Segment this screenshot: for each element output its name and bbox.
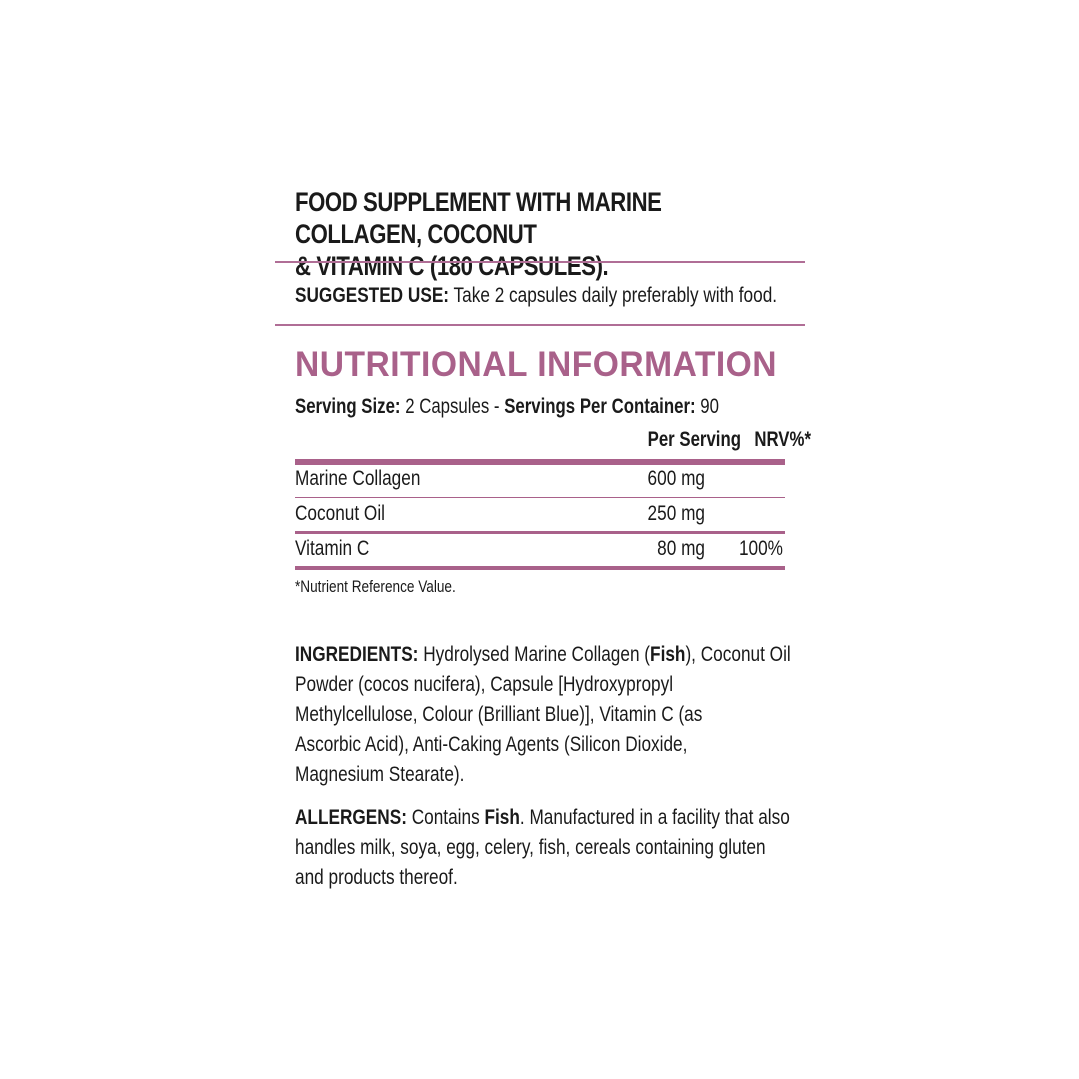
ingredients-line: Powder (cocos nucifera), Capsule [Hydroxypropyl bbox=[295, 673, 674, 696]
ingredients-block bbox=[295, 640, 791, 790]
ingredients-line bbox=[295, 640, 791, 670]
suggested-use bbox=[295, 282, 787, 310]
divider-middle bbox=[275, 324, 805, 326]
table-header-bar bbox=[295, 459, 785, 465]
nrv-footnote: *Nutrient Reference Value. bbox=[295, 577, 456, 596]
ingredients-label: INGREDIENTS: bbox=[295, 643, 419, 666]
serving-info bbox=[295, 394, 775, 420]
table-row-divider bbox=[295, 531, 785, 534]
nutrient-nrv: 100% bbox=[738, 537, 783, 560]
allergens-text: Contains bbox=[411, 806, 480, 829]
product-title-line-2: & VITAMIN C (180 CAPSULES). bbox=[295, 251, 609, 281]
ingredients-line: Ascorbic Acid), Anti-Caking Agents (Silicon Dioxide, bbox=[295, 733, 688, 756]
divider-top bbox=[275, 261, 805, 263]
serving-size-value: 2 Capsules bbox=[405, 395, 490, 418]
ingredients-line: Magnesium Stearate). bbox=[295, 763, 465, 786]
product-title bbox=[295, 186, 754, 282]
servings-per-container-label: Servings Per Container: bbox=[504, 395, 696, 418]
ingredients-text: ), Coconut Oil bbox=[685, 643, 791, 666]
serving-size-label: Serving Size: bbox=[295, 395, 401, 418]
servings-per-container-value: 90 bbox=[700, 395, 719, 418]
nutrient-name: Coconut Oil bbox=[295, 502, 385, 525]
nutrient-name: Vitamin C bbox=[295, 537, 370, 560]
ingredients-line: Methylcellulose, Colour (Brilliant Blue)], Vitamin C (as bbox=[295, 703, 703, 726]
suggested-use-text: Take 2 capsules daily preferably with food. bbox=[453, 284, 778, 307]
column-header-nrv: NRV%* bbox=[754, 428, 811, 451]
allergens-line: and products thereof. bbox=[295, 866, 458, 889]
table-bottom-bar bbox=[295, 566, 785, 570]
allergens-block bbox=[295, 803, 790, 893]
product-title-line-1: FOOD SUPPLEMENT WITH MARINE COLLAGEN, COCONUT bbox=[295, 187, 662, 249]
nutrition-heading: NUTRITIONAL INFORMATION bbox=[295, 345, 778, 384]
nutrient-per-serving: 600 mg bbox=[647, 467, 705, 490]
column-header-per-serving: Per Serving bbox=[647, 428, 741, 451]
allergens-line: handles milk, soya, egg, celery, fish, cereals containing gluten bbox=[295, 836, 766, 859]
nutrient-name: Marine Collagen bbox=[295, 467, 421, 490]
ingredients-text: Hydrolysed Marine Collagen ( bbox=[423, 643, 651, 666]
allergens-highlight: Fish bbox=[484, 806, 520, 829]
allergens-text: . Manufactured in a facility that also bbox=[519, 806, 790, 829]
nutrient-per-serving: 250 mg bbox=[647, 502, 705, 525]
allergens-line bbox=[295, 803, 790, 833]
ingredients-allergen-highlight: Fish bbox=[650, 643, 686, 666]
suggested-use-label: SUGGESTED USE: bbox=[295, 284, 450, 307]
serving-separator: - bbox=[493, 395, 500, 418]
allergens-label: ALLERGENS: bbox=[295, 806, 407, 829]
nutrient-per-serving: 80 mg bbox=[657, 537, 705, 560]
table-row-divider bbox=[295, 497, 785, 498]
